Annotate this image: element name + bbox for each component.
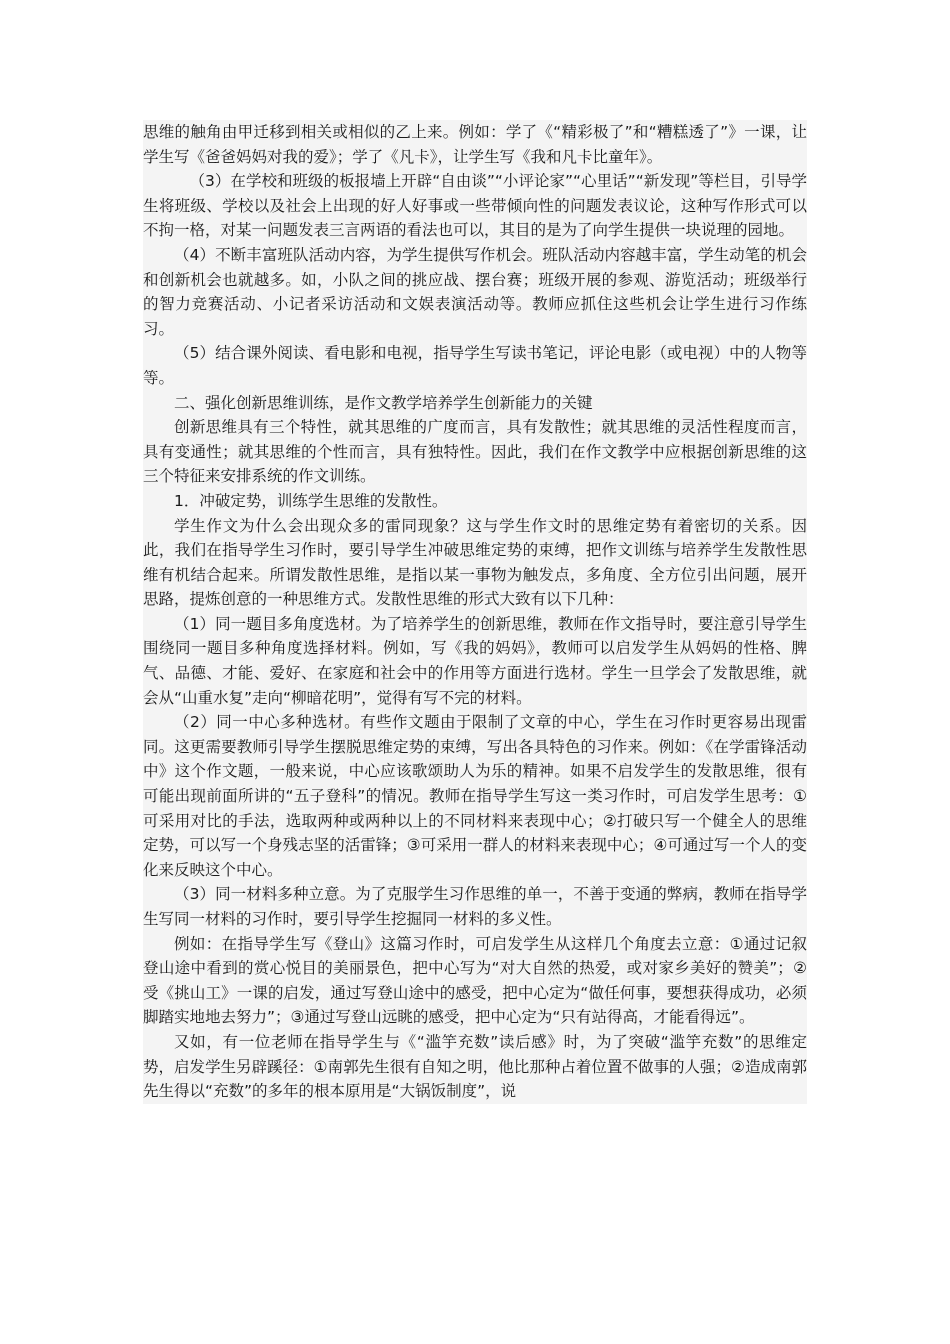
paragraph-item-4-class-activities: （4）不断丰富班队活动内容，为学生提供写作机会。班队活动内容越丰富，学生动笔的机会和创新机会也就越多。如，小队之间的挑应战、摆台赛；班级开展的参观、游览活动；班级举行的智力竞赛活动、小记者采访活动和文娱表演活动等。教师应抓住这些机会让学生进行习作练习。 bbox=[143, 245, 807, 338]
paragraph-same-center: （2）同一中心多种选材。有些作文题由于限制了文章的中心，学生在习作时更容易出现雷同。这更需要教师引导学生摆脱思维定势的束缚，写出各具特色的习作来。例如：《在学雷锋活动中》这个作文题，一般来说，中心应该歌颂助人为乐的精神。如果不启发学生的发散思维，很有可能出现前面所讲的“五子登科”的情况。教师在指导学生写这一类习作时，可启发学生思考：①可采用对比的手法，选取两种或两种以上的不同材料来表现中心；②打破只写一个健全人的思维定势，可以写一个身残志坚的活雷锋；③可采用一群人的材料来表现中心；④可通过写一个人的变化来反映这个中心。 bbox=[143, 713, 807, 879]
paragraph-same-material: （3）同一材料多种立意。为了克服学生习作思维的单一，不善于变通的弊病，教师在指导学生写同一材料的习作时，要引导学生挖掘同一材料的多义性。 bbox=[143, 885, 807, 928]
paragraph-divergent-thinking: 学生作文为什么会出现众多的雷同现象？这与学生作文时的思维定势有着密切的关系。因此，我们在指导学生习作时，要引导学生冲破思维定势的束缚，把作文训练与培养学生发散性思维有机结合起来。所谓发散性思维，是指以某一事物为触发点，多角度、全方位引出问题，展开思路，提炼创意的一种思维方式。发散性思维的形式大致有以下几种： bbox=[143, 516, 807, 609]
paragraph-continuation: 思维的触角由甲迁移到相关或相似的乙上来。例如：学了《“精彩极了”和“糟糕透了”》一课，让学生写《爸爸妈妈对我的爱》；学了《凡卡》，让学生写《我和凡卡比童年》。 bbox=[143, 123, 807, 166]
paragraph-creative-thinking: 创新思维具有三个特性，就其思维的广度而言，具有发散性；就其思维的灵活性程度而言，具有变通性；就其思维的个性而言，具有独特性。因此，我们在作文教学中应根据创新思维的这三个特征来安排系统的作文训练。 bbox=[143, 418, 807, 486]
paragraph-example-climbing: 例如：在指导学生写《登山》这篇习作时，可启发学生从这样几个角度去立意：①通过记叙登山途中看到的赏心悦目的美丽景色，把中心写为“对大自然的热爱，或对家乡美好的赞美”；②受《挑山工》一课的启发，通过写登山途中的感受，把中心定为“做任何事，要想获得成功，必须脚踏实地地去努力”；③通过写登山远眺的感受，把中心定为“只有站得高，才能看得远”。 bbox=[143, 934, 807, 1027]
paragraph-example-yu: 又如，有一位老师在指导学生与《“滥竽充数”读后感》时，为了突破“滥竽充数”的思维定势，启发学生另辟蹊径：①南郭先生很有自知之明，他比那种占着位置不做事的人强；②造成南郭先生得以“充数”的多年的根本原用是“大锅饭制度”，说 bbox=[143, 1032, 807, 1101]
paragraph-same-title: （1）同一题目多角度选材。为了培养学生的创新思维，教师在作文指导时，要注意引导学生围绕同一题目多种角度选择材料。例如，写《我的妈妈》，教师可以启发学生从妈妈的性格、脾气、品德、才能、爱好、在家庭和社会中的作用等方面进行选材。学生一旦学会了发散思维，就会从“山重水复”走向“柳暗花明”，觉得有写不完的材料。 bbox=[143, 614, 807, 707]
document-body bbox=[143, 120, 807, 1104]
section-heading-2: 二、强化创新思维训练，是作文教学培养学生创新能力的关键 bbox=[174, 393, 593, 412]
paragraph-item-5-reading-film: （5）结合课外阅读、看电影和电视，指导学生写读书笔记，评论电影（或电视）中的人物等等。 bbox=[143, 344, 807, 387]
paragraph-item-3-bulletin-board: （3）在学校和班级的板报墙上开辟“自由谈”“小评论家”“心里话”“新发现”等栏目，引导学生将班级、学校以及社会上出现的好人好事或一些带倾向性的问题发表议论，这种写作形式可以不拘一格，对某一问题发表三言两语的看法也可以，其目的是为了向学生提供一块说理的园地。 bbox=[143, 172, 807, 240]
subheading-1: 1．冲破定势，训练学生思维的发散性。 bbox=[174, 491, 448, 510]
